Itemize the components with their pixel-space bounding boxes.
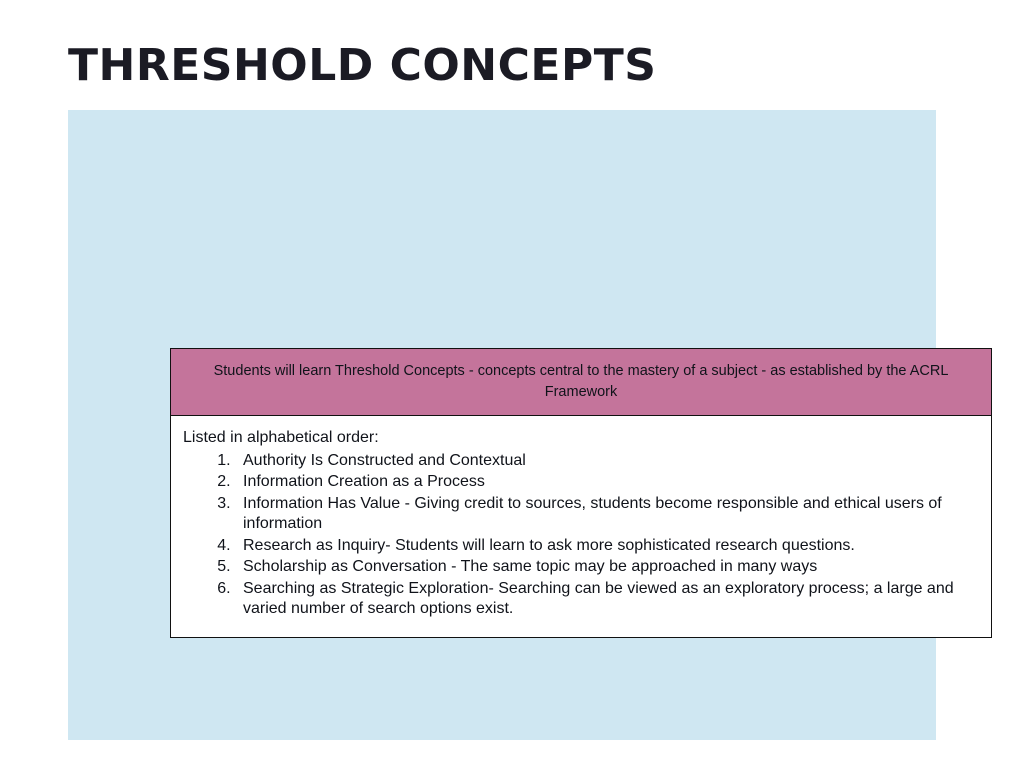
page-title: THRESHOLD CONCEPTS <box>68 40 657 91</box>
list-item: 5. Scholarship as Conversation - The same topic may be approached in many ways <box>235 557 975 577</box>
list-intro-text: Listed in alphabetical order: <box>183 429 379 447</box>
threshold-concepts-box <box>170 348 992 638</box>
list-item: 1. Authority Is Constructed and Contextual <box>235 451 975 471</box>
concept-box-header: Students will learn Threshold Concepts - concepts central to the mastery of a subject - as established by the ACRL Framework <box>171 349 991 416</box>
list-item: 6. Searching as Strategic Exploration- Searching can be viewed as an exploratory process; a large and varied number of search options exist. <box>235 579 975 620</box>
list-item: 2. Information Creation as a Process <box>235 472 975 492</box>
concept-box-body <box>171 416 991 637</box>
content-panel <box>68 110 954 740</box>
concept-list <box>183 451 975 620</box>
list-item: 4. Research as Inquiry- Students will learn to ask more sophisticated research questions. <box>235 536 975 556</box>
list-item: 3. Information Has Value - Giving credit to sources, students become responsible and ethical users of information <box>235 494 975 535</box>
